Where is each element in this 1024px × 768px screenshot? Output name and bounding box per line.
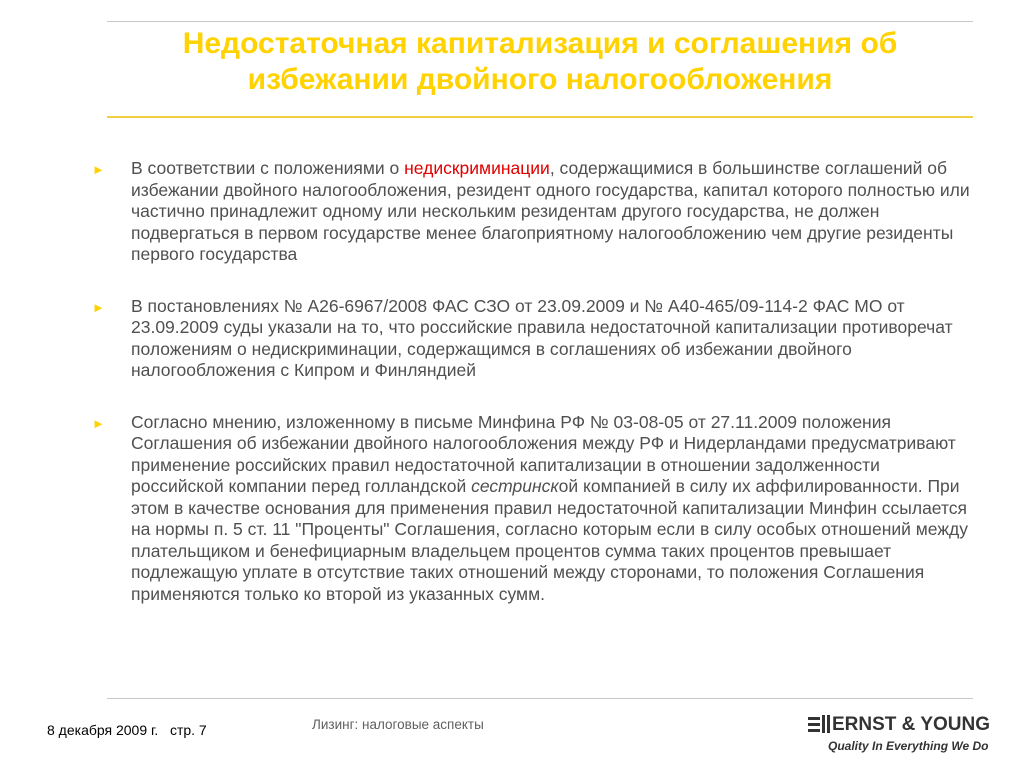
bullet-1-text-end: , содержащимися в большинстве соглашений об избежании двойного налогообложения, резидент одного государства, капитал которого полностью или частично принадлежит одному или нескольким резидентам другого государства, не должен подвергаться в первом государстве менее благоприятному налогообложению чем другие резиденты первого государства — [131, 158, 970, 264]
bullet-2-text: В постановлениях № А26-6967/2008 ФАС СЗО от 23.09.2009 и № А40-465/09-114-2 ФАС МО от 23.09.2009 суды указали на то, что российские правила недостаточной капитализации противоречат положениям о недискриминации, содержащимся в соглашениях об избежании двойного налогообложения с Кипром и Финляндией — [131, 295, 953, 380]
bullet-1-highlight: недискриминации — [404, 158, 550, 178]
footer-date-page: 8 декабря 2009 г. стр. 7 — [47, 722, 207, 738]
top-divider — [107, 21, 973, 22]
bullet-item-2 — [92, 296, 972, 382]
bullet-3-text-end: ой компанией в силу их аффилированности. При этом в качестве основания для применения правил недостаточной капитализации Минфин ссылается на нормы п. 5 ст. 11 "Проценты" Соглашения, согласно которым если в силу особых отношений между плательщиком и бенефициарным владельцем процентов сумма таких процентов превышает подлежащую уплате в отсутствие таких отношений между сторонами, то положения Соглашения применяются только ко второй из указанных сумм. — [131, 476, 969, 604]
bullet-item-1 — [92, 158, 972, 266]
bullet-1-text-start: В соответствии с положениями о — [131, 158, 405, 178]
bullet-3-text-start: Согласно мнению, изложенному в письме Минфина РФ № 03-08-05 от 27.11.2009 положения Соглашения об избежании двойного налогообложения между РФ и Нидерландами предусматривают применение российских правил недостаточной капитализации в отношении задолженности российской компании перед голландской — [131, 411, 956, 496]
title-underline — [107, 116, 973, 118]
slide-title — [107, 26, 973, 98]
bullet-arrow-icon: ► — [92, 162, 105, 177]
bullet-item-3 — [92, 412, 972, 606]
slide-title-line-1: Недостаточная капитализация и соглашения об — [182, 27, 898, 60]
ey-logo-icon — [808, 715, 830, 735]
bullet-arrow-icon: ► — [92, 299, 105, 315]
logo-company-name: ERNST & YOUNG — [832, 714, 991, 735]
footer-presentation-title: Лизинг: налоговые аспекты — [312, 717, 484, 732]
logo-tagline: Quality In Everything We Do — [828, 739, 989, 753]
bullet-3-italic: сестринск — [471, 476, 559, 496]
slide-title-line-2: избежании двойного налогообложения — [247, 63, 833, 96]
bullet-arrow-icon: ► — [92, 415, 105, 431]
footer-divider — [107, 698, 973, 699]
bullet-list — [92, 158, 972, 605]
ernst-young-logo — [808, 714, 991, 756]
